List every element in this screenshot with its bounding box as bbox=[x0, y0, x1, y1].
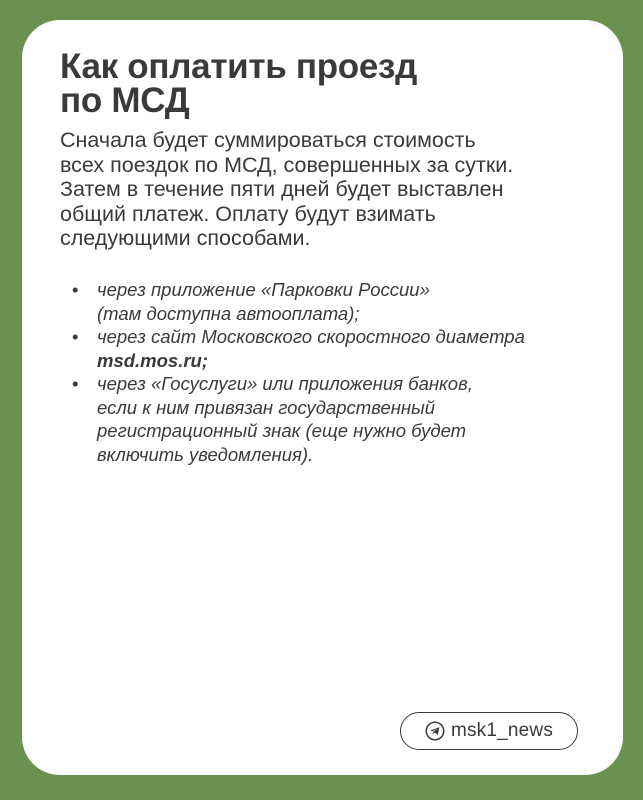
channel-name: msk1_news bbox=[450, 720, 554, 741]
info-card bbox=[22, 20, 623, 775]
channel-badge[interactable] bbox=[400, 712, 578, 750]
intro-line: следующими способами. bbox=[60, 226, 311, 250]
bullet: • bbox=[72, 279, 79, 300]
page-title bbox=[60, 47, 580, 120]
list-item-line: через приложение «Парковки России» bbox=[97, 279, 430, 300]
intro-line: Затем в течение пяти дней будет выставлен bbox=[60, 177, 504, 201]
list-item-line: регистрационный знак (еще нужно будет bbox=[97, 420, 467, 441]
list-item-line bbox=[97, 349, 592, 373]
list-item-line: если к ним привязан государственный bbox=[97, 396, 436, 418]
bullet: • bbox=[72, 373, 79, 394]
list-item bbox=[72, 372, 592, 466]
intro-line: общий платеж. Оплату будут взимать bbox=[60, 201, 436, 226]
list-item-line: (там доступна автооплата); bbox=[97, 302, 360, 324]
website-link-text: msd.mos.ru; bbox=[97, 349, 209, 371]
list-item-line: включить уведомления). bbox=[97, 443, 314, 465]
title-line: Как оплатить проезд bbox=[60, 47, 418, 86]
intro-line: Сначала будет суммироваться стоимость bbox=[60, 128, 476, 152]
telegram-icon bbox=[425, 721, 445, 741]
list-item bbox=[72, 278, 592, 325]
intro-line: всех поездок по МСД, совершенных за сутки. bbox=[60, 152, 514, 177]
payment-methods-list bbox=[72, 278, 592, 466]
bullet: • bbox=[72, 326, 79, 347]
intro-paragraph bbox=[60, 128, 600, 251]
list-item bbox=[72, 325, 592, 372]
list-item-line: через «Госуслуги» или приложения банков, bbox=[97, 373, 473, 394]
list-item-line: через сайт Московского скоростного диаметра bbox=[97, 326, 525, 347]
title-line: по МСД bbox=[60, 81, 190, 120]
